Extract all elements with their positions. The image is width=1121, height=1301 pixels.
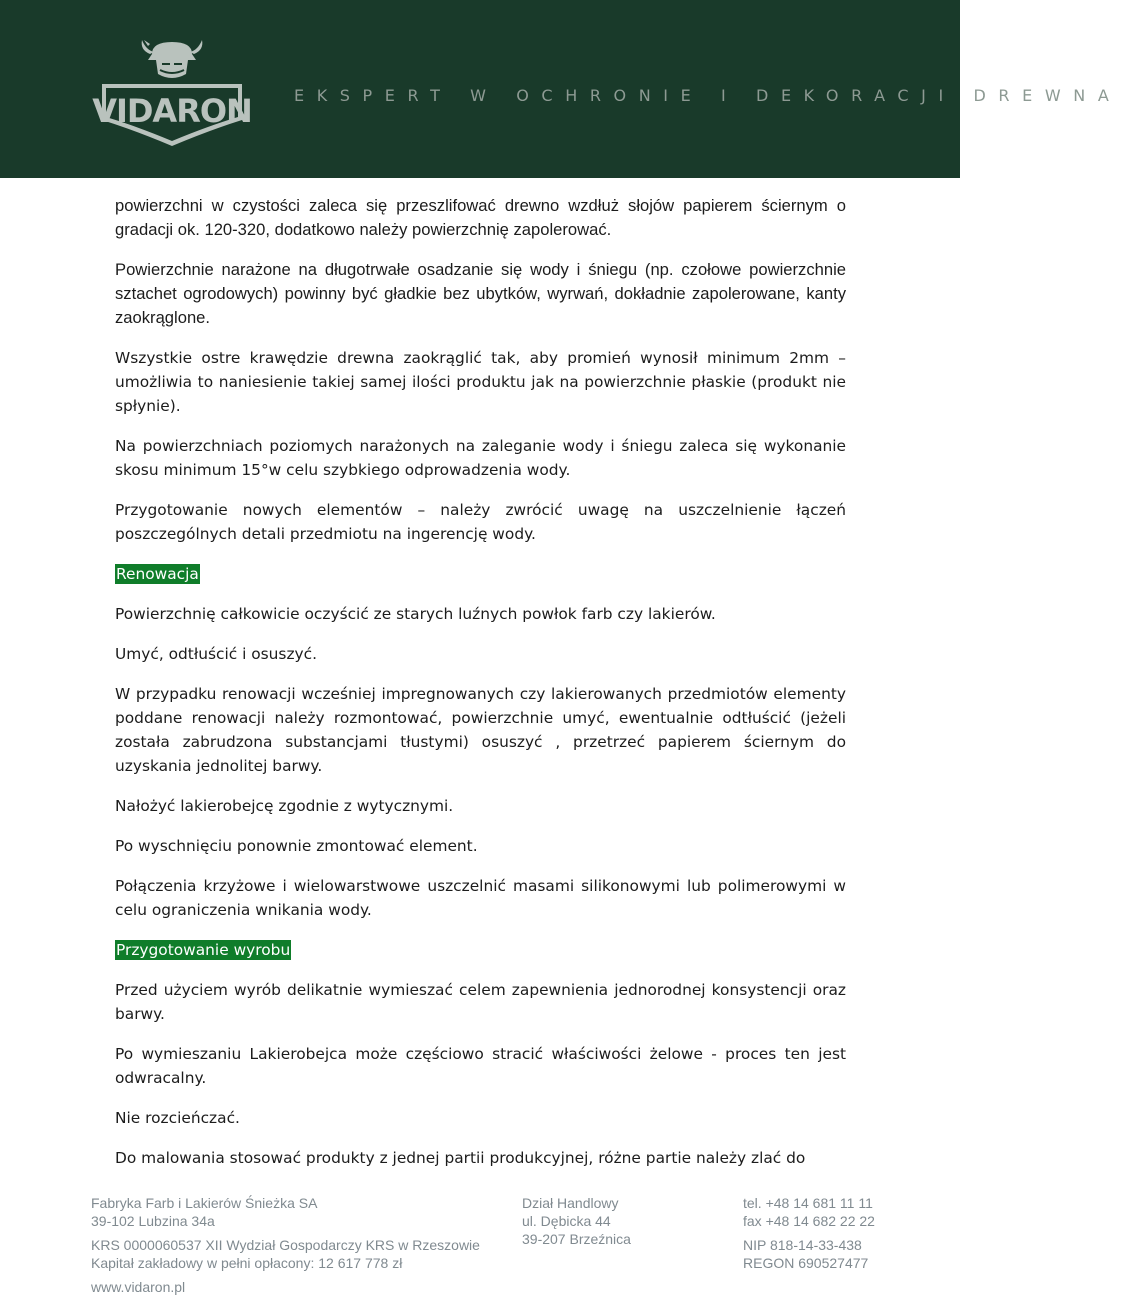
- footer-company-address: 39-102 Lubzina 34a: [91, 1213, 215, 1229]
- section-heading-przygotowanie: Przygotowanie wyrobu: [116, 941, 291, 959]
- footer-nip: NIP 818-14-33-438: [743, 1237, 862, 1253]
- footer-dept-street: ul. Dębicka 44: [522, 1213, 611, 1229]
- section-heading-renowacja: Renowacja: [116, 565, 199, 583]
- header-tagline: EKSPERT W OCHRONIE I DEKORACJI DREWNA: [294, 86, 1121, 105]
- footer-krs: KRS 0000060537 XII Wydział Gospodarczy KRS w Rzeszowie: [91, 1237, 480, 1253]
- vidaron-logo: [92, 40, 252, 146]
- viking-helmet-icon: [144, 40, 150, 46]
- paragraph: Przed użyciem wyrób delikatnie wymieszać celem zapewnienia jednorodnej konsystencji oraz barwy.: [115, 981, 846, 1023]
- section-heading-wrap: [115, 938, 846, 962]
- footer-dept-name: Dział Handlowy: [522, 1195, 619, 1211]
- footer-capital: Kapitał zakładowy w pełni opłacony: 12 617 778 zł: [91, 1255, 403, 1271]
- paragraph: Po wyschnięciu ponownie zmontować element.: [115, 837, 478, 855]
- footer-regon: REGON 690527477: [743, 1255, 869, 1271]
- logo-text: VIDARON: [92, 92, 252, 130]
- footer-dept-block: [522, 1194, 631, 1248]
- footer-contact-block: [743, 1194, 875, 1272]
- paragraph: Połączenia krzyżowe i wielowarstwowe uszczelnić masami silikonowymi lub polimerowymi w celu ograniczenia wnikania wody.: [115, 877, 846, 919]
- paragraph: Nałożyć lakierobejcę zgodnie z wytycznymi.: [115, 797, 454, 815]
- footer-dept-city: 39-207 Brzeźnica: [522, 1231, 631, 1247]
- footer-fax: fax +48 14 682 22 22: [743, 1213, 875, 1229]
- page-footer: [0, 1188, 960, 1301]
- paragraph: Powierzchnię całkowicie oczyścić ze starych luźnych powłok farb czy lakierów.: [115, 605, 716, 623]
- paragraph: Wszystkie ostre krawędzie drewna zaokrąglić tak, aby promień wynosił minimum 2mm – umożliwia to naniesienie takiej samej ilości produktu jak na powierzchnie płaskie (produkt nie spłynie).: [115, 349, 846, 415]
- footer-company-block: [91, 1194, 480, 1296]
- document-body: [115, 194, 846, 1170]
- paragraph: Powierzchnie narażone na długotrwałe osadzanie się wody i śniegu (np. czołowe powierzchnie sztachet ogrodowych) powinny być gładkie bez ubytków, wyrwań, dokładnie zapolerowane, kanty zaokrąglone.: [115, 260, 846, 327]
- footer-tel: tel. +48 14 681 11 11: [743, 1195, 873, 1211]
- paragraph: Umyć, odtłuścić i osuszyć.: [115, 645, 317, 663]
- paragraph: W przypadku renowacji wcześniej impregnowanych czy lakierowanych przedmiotów elementy poddane renowacji należy rozmontować, powierzchnie umyć, ewentualnie odtłuścić (jeżeli została zabrudzona substancjami tłustymi) osuszyć , przetrzeć papierem ściernym do uzyskania jednolitej barwy.: [115, 685, 846, 775]
- paragraph: powierzchni w czystości zaleca się przeszlifować drewno wzdłuż słojów papierem ściernym o gradacji ok. 120-320, dodatkowo należy powierzchnię zapolerować.: [115, 196, 846, 239]
- page-header: [0, 0, 1121, 178]
- paragraph: Na powierzchniach poziomych narażonych na zaleganie wody i śniegu zaleca się wykonanie skosu minimum 15°w celu szybkiego odprowadzenia wody.: [115, 437, 846, 479]
- paragraph: Do malowania stosować produkty z jednej partii produkcyjnej, różne partie należy zlać do: [115, 1149, 806, 1167]
- paragraph: Przygotowanie nowych elementów – należy zwrócić uwagę na uszczelnienie łączeń poszczególnych detali przedmiotu na ingerencję wody.: [115, 501, 846, 543]
- section-heading-wrap: [115, 562, 846, 586]
- footer-company-name: Fabryka Farb i Lakierów Śnieżka SA: [91, 1195, 318, 1211]
- paragraph: Po wymieszaniu Lakierobejca może częściowo stracić właściwości żelowe - proces ten jest odwracalny.: [115, 1045, 846, 1087]
- paragraph: Nie rozcieńczać.: [115, 1109, 240, 1127]
- footer-website-link[interactable]: www.vidaron.pl: [91, 1279, 186, 1295]
